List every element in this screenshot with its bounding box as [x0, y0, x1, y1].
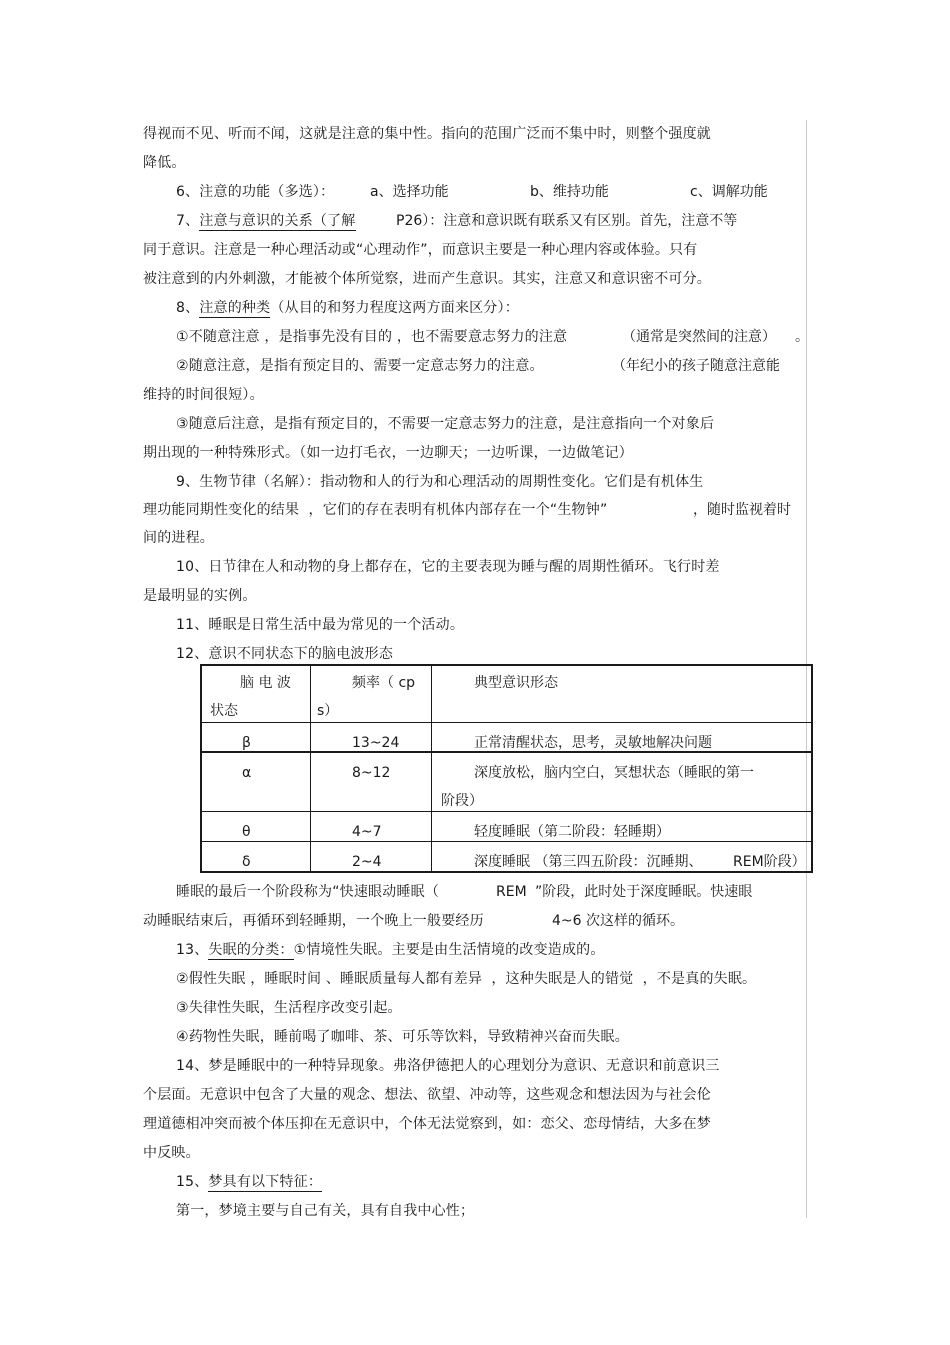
table-cell-wave: θ	[242, 824, 251, 840]
text-line: 睡眠的最后一个阶段称为“快速眼动睡眠（	[176, 884, 440, 900]
table-rule	[200, 664, 813, 666]
text-line: 10、日节律在人和动物的身上都存在，它的主要表现为睡与醒的周期性循环。飞行时差	[176, 559, 720, 575]
table-cell-freq: 13~24	[352, 735, 400, 751]
item-13	[176, 941, 605, 959]
text-line: 理功能同期性变化的结果 ，它们的存在表明有机体内部存在一个“生物钟”	[143, 502, 608, 518]
table-rule	[431, 664, 432, 873]
item-7-title: 注意与意识的关系（了解	[199, 213, 356, 229]
text-note: ，随时监视着时	[693, 502, 791, 518]
item-8-title: 注意的种类	[199, 300, 271, 316]
table-cell-form-tail: REM阶段）	[733, 854, 806, 870]
table-cell-wave: β	[242, 735, 251, 751]
text-line: 降低。	[143, 155, 186, 171]
text-line: 期出现的一种特殊形式。（如一边打毛衣，一边聊天；一边听课，一边做笔记）	[143, 445, 633, 461]
table-cell-form: 正常清醒状态，思考，灵敏地解决问题	[474, 735, 712, 751]
text-note: 。	[795, 329, 809, 345]
item-8-text: （从目的和努力程度这两方面来区分）：	[270, 300, 519, 316]
text-line: 理道德相冲突而被个体压抑在无意识中，个体无法觉察到，如：恋父、恋母情结，大多在梦	[143, 1116, 711, 1132]
text-line: 4~6 次这样的循环。	[552, 913, 684, 929]
item-6-option-c: c、调解功能	[690, 184, 768, 200]
item-15-number: 15、	[176, 1174, 209, 1190]
table-cell-form: 深度睡眠 （第三四五阶段：沉睡期、	[474, 854, 703, 870]
text-line: 动睡眠结束后，再循环到轻睡期，一个晚上一般要经历	[143, 913, 484, 929]
item-6-option-a: a、选择功能	[370, 184, 449, 200]
item-8-number: 8、	[176, 300, 200, 316]
table-header-state-2: 状态	[210, 703, 238, 719]
table-rule	[310, 664, 311, 873]
table-rule	[200, 871, 813, 873]
item-8	[176, 299, 519, 317]
item-6-option-b: b、维持功能	[530, 184, 609, 200]
table-cell-form-2: 阶段）	[441, 793, 483, 809]
table-header-freq-2: s）	[317, 703, 339, 719]
text-line: 第一，梦境主要与自己有关，具有自我中心性；	[176, 1203, 475, 1219]
text-term: REM	[496, 884, 527, 900]
item-15-title: 梦具有以下特征：	[208, 1174, 323, 1190]
text-line: 被注意到的内外刺激，才能被个体所觉察，进而产生意识。其实，注意又和意识密不可分。	[143, 271, 711, 287]
brainwave-table	[200, 664, 813, 873]
item-7-text: P26）：注意和意识既有联系又有区别。首先，注意不等	[396, 213, 738, 229]
text-line: 9、生物节律（名解）：指动物和人的行为和心理活动的周期性变化。它们是有机体生	[176, 474, 704, 490]
table-rule	[200, 841, 813, 842]
text-line: 间的进程。	[143, 530, 214, 546]
text-line: ③失律性失眠，生活程序改变引起。	[176, 1000, 402, 1016]
table-cell-freq: 2~4	[352, 854, 382, 870]
text-note: （通常是突然间的注意）	[622, 329, 776, 345]
table-cell-freq: 8~12	[352, 765, 391, 781]
text-line: 12、意识不同状态下的脑电波形态	[176, 646, 394, 662]
item-7	[176, 212, 356, 230]
table-header-state: 脑 电 波	[240, 675, 291, 691]
text-line: ②随意注意，是指有预定目的、需要一定意志努力的注意。	[176, 358, 544, 374]
item-6-label: 6、注意的功能（多选）：	[176, 184, 335, 200]
item-13-title: 失眠的分类：	[208, 942, 294, 958]
text-line: 个层面。无意识中包含了大量的观念、想法、欲望、冲动等，这些观念和想法因为与社会伦	[143, 1087, 711, 1103]
item-13-text: ①情境性失眠。主要是由生活情境的改变造成的。	[293, 942, 605, 958]
text-line: 得视而不见、听而不闻，这就是注意的集中性。指向的范围广泛而不集中时，则整个强度就	[143, 126, 711, 142]
item-15	[176, 1173, 322, 1191]
table-header-freq: 频率（ cp	[352, 675, 416, 691]
table-cell-wave: α	[242, 765, 252, 781]
item-7-number: 7、	[176, 213, 200, 229]
table-cell-form: 深度放松，脑内空白，冥想状态（睡眠的第一	[474, 765, 754, 781]
text-line: ④药物性失眠，睡前喝了咖啡、茶、可乐等饮料，导致精神兴奋而失眠。	[176, 1029, 629, 1045]
text-line: 同于意识。注意是一种心理活动或“心理动作”，而意识主要是一种心理内容或体验。只有	[143, 242, 698, 258]
table-rule	[200, 811, 813, 812]
table-cell-form: 轻度睡眠（第二阶段：轻睡期）	[474, 824, 670, 840]
table-cell-freq: 4~7	[352, 824, 382, 840]
table-cell-wave: δ	[242, 854, 251, 870]
text-line: ②假性失眠 ，睡眠时间 、睡眠质量每人都有差异 ，这种失眠是人的错觉 ，不是真的失眠。	[176, 971, 757, 987]
text-line: 是最明显的实例。	[143, 588, 257, 604]
table-header-form: 典型意识形态	[474, 675, 558, 691]
text-line: ①不随意注意 ，是指事先没有目的 ，也不需要意志努力的注意	[176, 329, 568, 345]
text-line: 维持的时间很短）。	[143, 387, 264, 403]
text-line: 中反映。	[143, 1145, 200, 1161]
item-13-number: 13、	[176, 942, 209, 958]
table-rule	[200, 722, 813, 723]
text-line: ”阶段，此时处于深度睡眠。快速眼	[535, 884, 753, 900]
text-line: 14、梦是睡眠中的一种特异现象。弗洛伊德把人的心理划分为意识、无意识和前意识三	[176, 1058, 720, 1074]
text-note: （年纪小的孩子随意注意能	[612, 358, 780, 374]
text-line: 11、睡眠是日常生活中最为常见的一个活动。	[176, 617, 465, 633]
text-line: ③随意后注意，是指有预定目的，不需要一定意志努力的注意，是注意指向一个对象后	[176, 416, 715, 432]
